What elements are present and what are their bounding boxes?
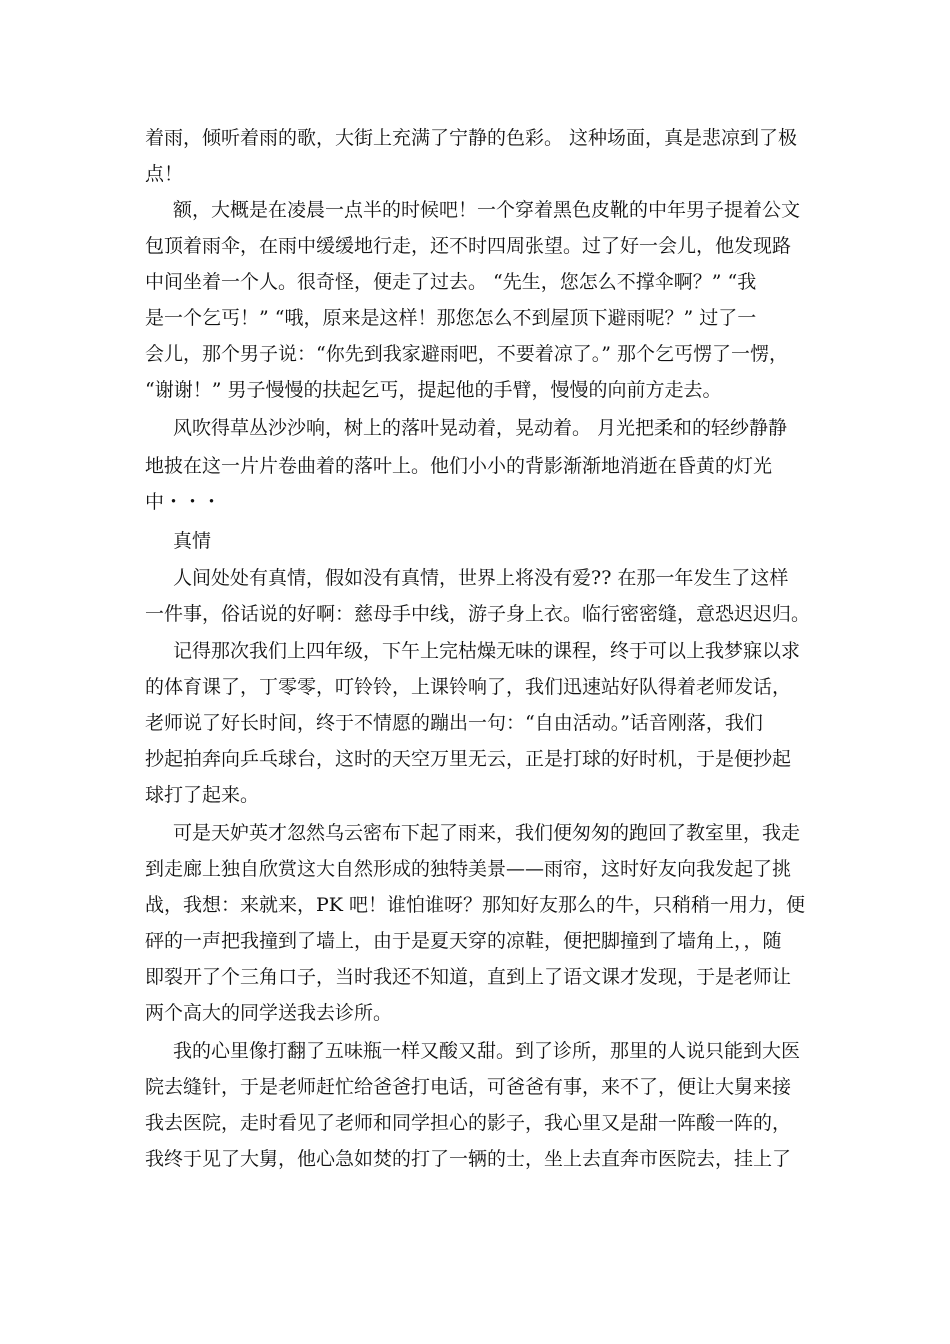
text-line: 抄起拍奔向乒乓球台，这时的天空万里无云，正是打球的好时机，于是便抄起 [145,748,792,770]
text-line: 球打了起来。 [145,784,260,806]
text-line: 风吹得草丛沙沙响，树上的落叶晃动着，晃动着。 月光把柔和的轻纱静静 [173,417,788,439]
text-line: 我的心里像打翻了五味瓶一样又酸又甜。到了诊所，那里的人说只能到大医 [173,1040,801,1062]
text-line: 中间坐着一个人。很奇怪，便走了过去。 “先生，您怎么不撑伞啊？” “我 [145,271,757,293]
text-line: 着雨，倾听着雨的歌，大街上充满了宁静的色彩。 这种场面，真是悲凉到了极 [145,127,798,149]
text-line: 点！ [145,163,184,185]
text-line: 会儿，那个男子说：“你先到我家避雨吧，不要着凉了。” 那个乞丐愣了一愣， [145,343,788,365]
text-line: 即裂开了个三角口子，当时我还不知道，直到上了语文课才发现，于是老师让 [145,966,792,988]
text-line: 战，我想：来就来，PK 吧！谁怕谁呀？那知好友那么的牛，只稍稍一用力，便 [145,894,806,916]
text-line: 额，大概是在凌晨一点半的时候吧！一个穿着黑色皮靴的中年男子提着公文 [173,199,801,221]
text-line: 我终于见了大舅，他心急如焚的打了一辆的士，坐上去直奔市医院去，挂上了 [145,1148,792,1170]
text-line: 到走廊上独自欣赏这大自然形成的独特美景——雨帘，这时好友向我发起了挑 [145,858,792,880]
text-line: 中・・・ [145,491,222,513]
text-line: 我去医院，走时看见了老师和同学担心的影子，我心里又是甜一阵酸一阵的， [145,1112,792,1134]
text-line: 一件事，俗话说的好啊：慈母手中线，游子身上衣。临行密密缝，意恐迟迟归。 [145,603,811,625]
text-line: 砰的一声把我撞到了墙上，由于是夏天穿的凉鞋，便把脚撞到了墙角上，，随 [145,930,782,952]
text-line: 包顶着雨伞，在雨中缓缓地行走，还不时四周张望。过了好一会儿，他发现路 [145,235,792,257]
text-line: 是一个乞丐！” “哦，原来是这样！那您怎么不到屋顶下避雨呢？” 过了一 [145,307,757,329]
text-line: 地披在这一片片卷曲着的落叶上。他们小小的背影渐渐地消逝在昏黄的灯光 [145,455,773,477]
text-line: 人间处处有真情，假如没有真情，世界上将没有爱?? 在那一年发生了这样 [173,567,789,589]
text-line: 两个高大的同学送我去诊所。 [145,1002,393,1024]
text-line: 老师说了好长时间，终于不情愿的蹦出一句：“自由活动。”话音刚落，我们 [145,712,763,734]
text-line: “谢谢！” 男子慢慢的扶起乞丐，提起他的手臂，慢慢的向前方走去。 [145,379,722,401]
text-line: 记得那次我们上四年级，下午上完枯燥无味的课程，终于可以上我梦寐以求 [173,640,801,662]
text-line: 院去缝针，于是老师赶忙给爸爸打电话，可爸爸有事，来不了，便让大舅来接 [145,1076,792,1098]
text-line: 可是天妒英才忽然乌云密布下起了雨来，我们便匆匆的跑回了教室里，我走 [173,822,801,844]
section-heading: 真情 [173,530,212,552]
text-line: 的体育课了，丁零零，叮铃铃，上课铃响了，我们迅速站好队得着老师发话， [145,676,792,698]
